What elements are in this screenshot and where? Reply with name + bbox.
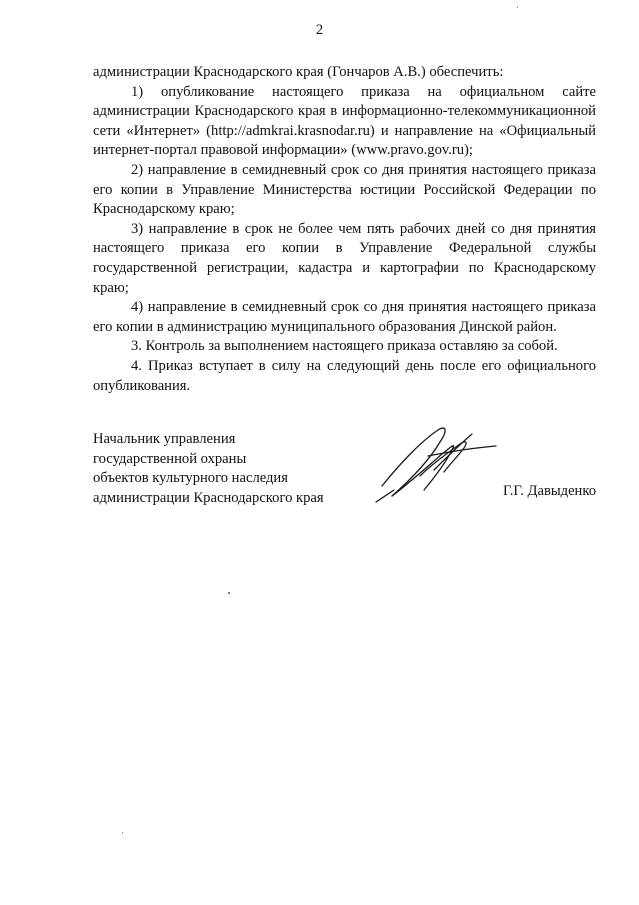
page-number: 2: [315, 22, 324, 38]
handwritten-signature: [368, 416, 508, 512]
signer-position-line: администрации Краснодарского края: [93, 489, 324, 506]
scan-speck: [122, 832, 123, 833]
signer-position-line: Начальник управления: [93, 431, 236, 447]
item-1-publication: 1) опубликование настоящего приказа на официальном сайте администрации Краснодарского края в информационно-телекоммуникационной сети «Интернет» (http://admkrai.krasnodar.ru) и направление на «Официальный интернет-портал правовой информации» (www.pravo.gov.ru);: [93, 83, 596, 159]
signer-position-line: объектов культурного наследия: [93, 470, 288, 486]
scan-speck: [517, 7, 518, 8]
signer-position-line: государственной охраны: [93, 450, 247, 467]
clause-3-control: 3. Контроль за выполнением настоящего приказа оставляю за собой.: [131, 338, 558, 355]
document-body: [93, 63, 596, 396]
item-3-rosreestr: 3) направление в срок не более чем пять рабочих дней со дня принятия настоящего приказа его копии в Управление Федеральной службы государственной регистрации, кадастра и картографии по Краснодарскому краю;: [93, 220, 596, 296]
scan-speck: [228, 592, 230, 594]
item-4-municipality: 4) направление в семидневный срок со дня принятия настоящего приказа его копии в администрацию муниципального образования Динской район.: [93, 299, 596, 335]
signer-position: [93, 430, 324, 508]
signer-name: Г.Г. Давыденко: [502, 483, 596, 499]
intro-paragraph: администрации Краснодарского края (Гончаров А.В.) обеспечить:: [93, 64, 504, 80]
clause-4-effect: 4. Приказ вступает в силу на следующий день после его официального опубликования.: [93, 357, 596, 394]
item-2-ministry-justice: 2) направление в семидневный срок со дня принятия настоящего приказа его копии в Управление Министерства юстиции Российской Федерации по Краснодарскому краю;: [93, 161, 596, 218]
signature-block: [93, 430, 596, 510]
